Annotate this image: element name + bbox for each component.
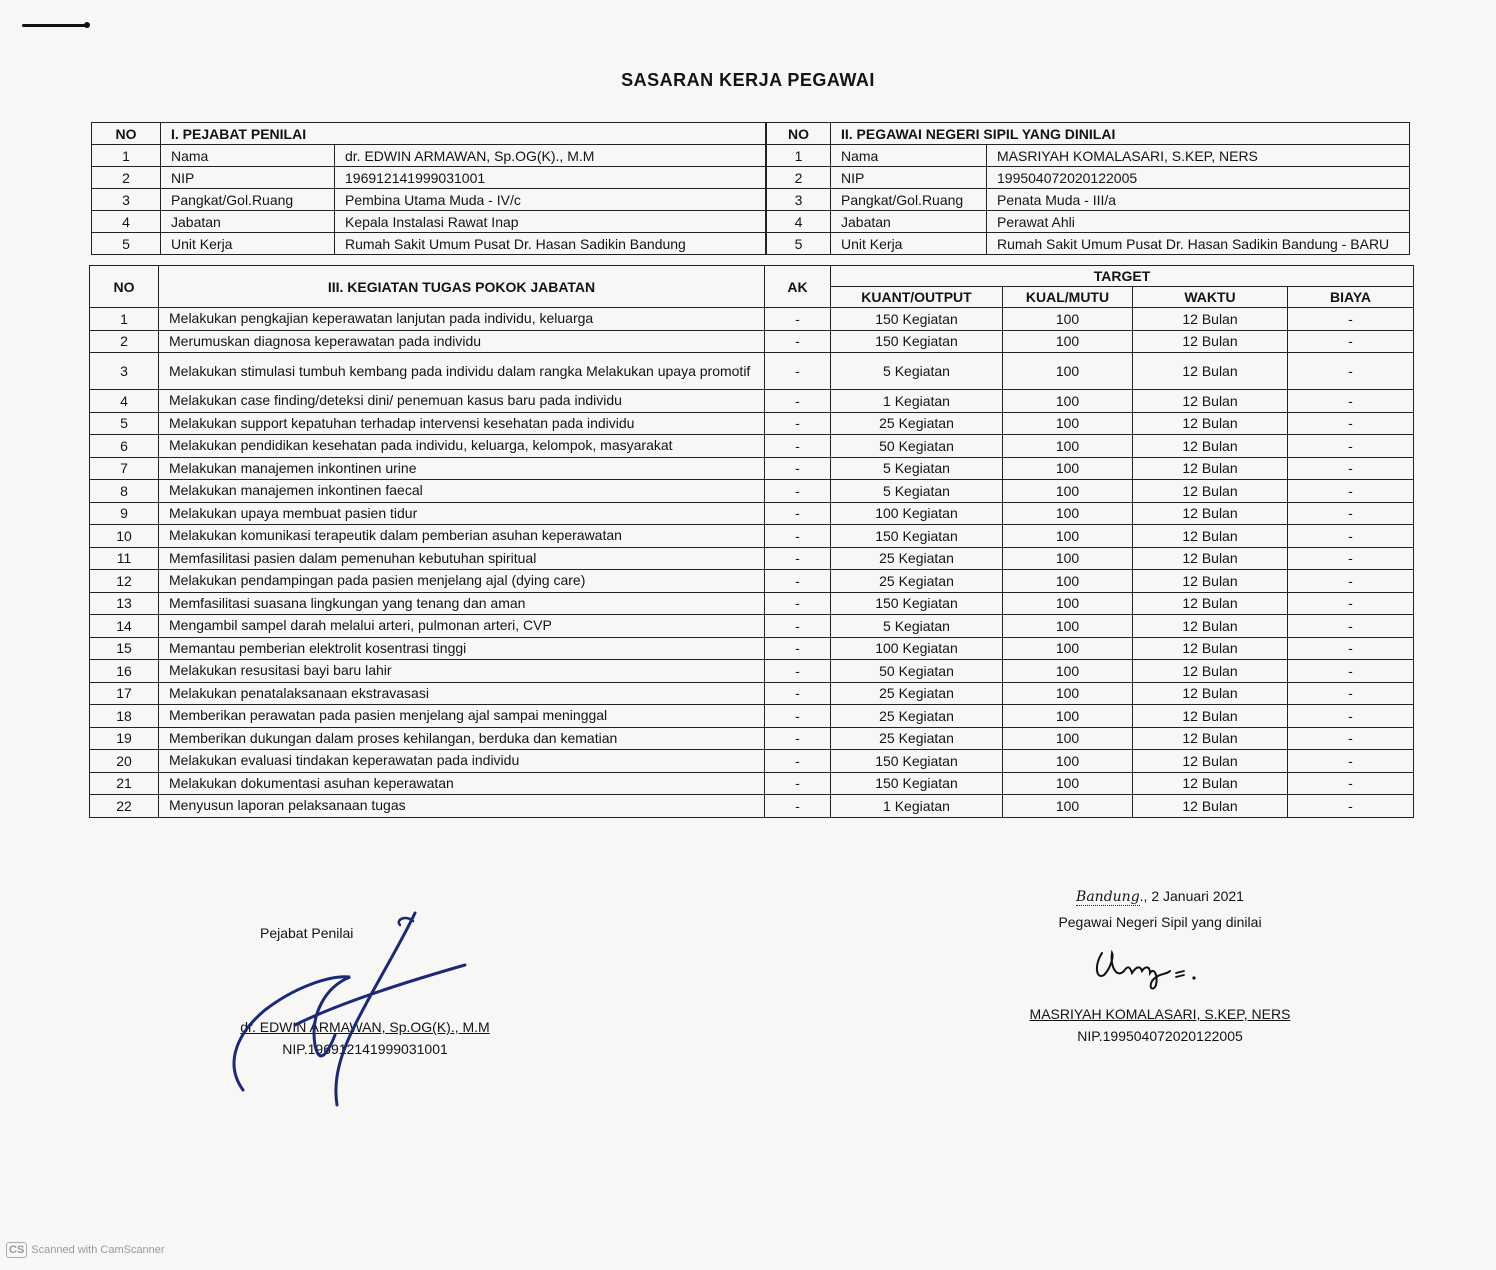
row-ak: - — [765, 308, 831, 331]
table-row — [90, 435, 1414, 458]
row-waktu: 12 Bulan — [1133, 660, 1288, 683]
row-ak: - — [765, 615, 831, 638]
row-kegiatan: Melakukan stimulasi tumbuh kembang pada individu dalam rangka Melakukan upaya promotif — [159, 353, 765, 390]
row-no: 4 — [90, 390, 159, 413]
row-ak: - — [765, 705, 831, 728]
row-no: 10 — [90, 525, 159, 548]
row-label: NIP — [831, 167, 987, 189]
row-kegiatan: Melakukan pendampingan pada pasien menjelang ajal (dying care) — [159, 570, 765, 593]
row-waktu: 12 Bulan — [1133, 412, 1288, 435]
table-row — [90, 705, 1414, 728]
row-biaya: - — [1288, 480, 1414, 503]
table-row — [90, 502, 1414, 525]
row-no: 19 — [90, 727, 159, 750]
table-row — [90, 660, 1414, 683]
row-kual: 100 — [1003, 308, 1133, 331]
row-kuant: 100 Kegiatan — [831, 637, 1003, 660]
row-waktu: 12 Bulan — [1133, 480, 1288, 503]
row-waktu: 12 Bulan — [1133, 457, 1288, 480]
row-biaya: - — [1288, 750, 1414, 773]
row-kuant: 25 Kegiatan — [831, 682, 1003, 705]
table-row — [90, 330, 1414, 353]
document-title: SASARAN KERJA PEGAWAI — [621, 70, 875, 90]
row-waktu: 12 Bulan — [1133, 637, 1288, 660]
table-row — [90, 615, 1414, 638]
row-ak: - — [765, 412, 831, 435]
row-ak: - — [765, 547, 831, 570]
row-biaya: - — [1288, 637, 1414, 660]
row-value: MASRIYAH KOMALASARI, S.KEP, NERS — [987, 145, 1410, 167]
row-label: Pangkat/Gol.Ruang — [161, 189, 335, 211]
row-no: 3 — [90, 353, 159, 390]
row-no: 16 — [90, 660, 159, 683]
row-ak: - — [765, 682, 831, 705]
row-biaya: - — [1288, 592, 1414, 615]
row-kuant: 5 Kegiatan — [831, 353, 1003, 390]
row-kuant: 25 Kegiatan — [831, 412, 1003, 435]
table-row — [90, 308, 1414, 331]
table-row — [90, 457, 1414, 480]
row-biaya: - — [1288, 390, 1414, 413]
row-waktu: 12 Bulan — [1133, 525, 1288, 548]
row-no: 11 — [90, 547, 159, 570]
row-value: Penata Muda - III/a — [987, 189, 1410, 211]
row-kegiatan: Memberikan perawatan pada pasien menjelang ajal sampai meninggal — [159, 705, 765, 728]
row-ak: - — [765, 592, 831, 615]
section-title: II. PEGAWAI NEGERI SIPIL YANG DINILAI — [831, 123, 1410, 145]
row-ak: - — [765, 772, 831, 795]
row-ak: - — [765, 727, 831, 750]
row-kuant: 150 Kegiatan — [831, 772, 1003, 795]
row-ak: - — [765, 330, 831, 353]
row-kual: 100 — [1003, 353, 1133, 390]
row-waktu: 12 Bulan — [1133, 570, 1288, 593]
row-waktu: 12 Bulan — [1133, 435, 1288, 458]
row-label: Jabatan — [831, 211, 987, 233]
row-kegiatan: Melakukan evaluasi tindakan keperawatan pada individu — [159, 750, 765, 773]
camscanner-text: Scanned with CamScanner — [31, 1244, 165, 1256]
row-kual: 100 — [1003, 592, 1133, 615]
row-kual: 100 — [1003, 772, 1133, 795]
table-row — [767, 167, 1410, 189]
row-value: Rumah Sakit Umum Pusat Dr. Hasan Sadikin Bandung - BARU — [987, 233, 1410, 255]
row-waktu: 12 Bulan — [1133, 682, 1288, 705]
camscanner-watermark — [6, 1242, 165, 1258]
table-row — [90, 750, 1414, 773]
row-biaya: - — [1288, 525, 1414, 548]
row-kuant: 100 Kegiatan — [831, 502, 1003, 525]
row-waktu: 12 Bulan — [1133, 772, 1288, 795]
row-biaya: - — [1288, 435, 1414, 458]
row-biaya: - — [1288, 772, 1414, 795]
pegawai-handwritten-signature — [1090, 945, 1210, 995]
row-kegiatan: Melakukan pendidikan kesehatan pada individu, keluarga, kelompok, masyarakat — [159, 435, 765, 458]
row-waktu: 12 Bulan — [1133, 353, 1288, 390]
row-biaya: - — [1288, 330, 1414, 353]
target-header: TARGET — [831, 266, 1414, 287]
row-no: 2 — [92, 167, 161, 189]
row-kuant: 150 Kegiatan — [831, 308, 1003, 331]
row-kuant: 150 Kegiatan — [831, 750, 1003, 773]
row-no: 5 — [92, 233, 161, 255]
row-no: 3 — [92, 189, 161, 211]
row-biaya: - — [1288, 412, 1414, 435]
row-ak: - — [765, 525, 831, 548]
row-no: 13 — [90, 592, 159, 615]
row-ak: - — [765, 795, 831, 818]
table-row — [90, 547, 1414, 570]
row-waktu: 12 Bulan — [1133, 390, 1288, 413]
row-kegiatan: Merumuskan diagnosa keperawatan pada individu — [159, 330, 765, 353]
signature-date: ., 2 Januari 2021 — [1139, 888, 1244, 904]
row-waktu: 12 Bulan — [1133, 330, 1288, 353]
row-kegiatan: Melakukan penatalaksanaan ekstravasasi — [159, 682, 765, 705]
row-kual: 100 — [1003, 570, 1133, 593]
table-row — [90, 682, 1414, 705]
row-no: 5 — [767, 233, 831, 255]
row-ak: - — [765, 570, 831, 593]
row-no: 22 — [90, 795, 159, 818]
row-kegiatan: Memberikan dukungan dalam proses kehilangan, berduka dan kematian — [159, 727, 765, 750]
row-kual: 100 — [1003, 502, 1133, 525]
table-row — [90, 353, 1414, 390]
row-no: 12 — [90, 570, 159, 593]
signature-nip: NIP.196912141999031001 — [282, 1041, 448, 1057]
row-value: Pembina Utama Muda - IV/c — [335, 189, 766, 211]
kual-header: KUAL/MUTU — [1003, 287, 1133, 308]
table-row — [92, 167, 766, 189]
row-no: 15 — [90, 637, 159, 660]
row-no: 2 — [767, 167, 831, 189]
row-biaya: - — [1288, 682, 1414, 705]
row-kual: 100 — [1003, 682, 1133, 705]
section-title: I. PEJABAT PENILAI — [161, 123, 766, 145]
row-label: Nama — [161, 145, 335, 167]
kegiatan-table — [89, 265, 1414, 818]
table-header-row — [90, 266, 1414, 287]
row-waktu: 12 Bulan — [1133, 615, 1288, 638]
table-row — [90, 772, 1414, 795]
row-label: NIP — [161, 167, 335, 189]
signature-name: MASRIYAH KOMALASARI, S.KEP, NERS — [1029, 1006, 1291, 1022]
row-biaya: - — [1288, 570, 1414, 593]
table-row — [90, 592, 1414, 615]
table-row — [92, 189, 766, 211]
row-no: 18 — [90, 705, 159, 728]
row-no: 17 — [90, 682, 159, 705]
row-waktu: 12 Bulan — [1133, 547, 1288, 570]
table-row — [90, 570, 1414, 593]
table-row — [90, 525, 1414, 548]
row-kegiatan: Melakukan support kepatuhan terhadap intervensi kesehatan pada individu — [159, 412, 765, 435]
row-ak: - — [765, 435, 831, 458]
row-ak: - — [765, 637, 831, 660]
row-no: 8 — [90, 480, 159, 503]
row-value: Kepala Instalasi Rawat Inap — [335, 211, 766, 233]
row-kegiatan: Melakukan manajemen inkontinen faecal — [159, 480, 765, 503]
row-ak: - — [765, 353, 831, 390]
row-no: 1 — [90, 308, 159, 331]
row-kegiatan: Mengambil sampel darah melalui arteri, pulmonan arteri, CVP — [159, 615, 765, 638]
row-no: 20 — [90, 750, 159, 773]
row-kegiatan: Memfasilitasi suasana lingkungan yang tenang dan aman — [159, 592, 765, 615]
row-no: 7 — [90, 457, 159, 480]
row-kegiatan: Melakukan case finding/deteksi dini/ penemuan kasus baru pada individu — [159, 390, 765, 413]
signature-nip: NIP.199504072020122005 — [1077, 1028, 1243, 1044]
row-biaya: - — [1288, 727, 1414, 750]
pegawai-dinilai-table — [766, 122, 1410, 255]
corner-mark — [22, 24, 88, 27]
table-row — [90, 412, 1414, 435]
row-kegiatan: Melakukan komunikasi terapeutik dalam pemberian asuhan keperawatan — [159, 525, 765, 548]
row-waktu: 12 Bulan — [1133, 705, 1288, 728]
row-ak: - — [765, 502, 831, 525]
table-header-row — [767, 123, 1410, 145]
row-biaya: - — [1288, 502, 1414, 525]
row-kual: 100 — [1003, 727, 1133, 750]
row-kuant: 25 Kegiatan — [831, 570, 1003, 593]
table-row — [767, 211, 1410, 233]
row-kuant: 25 Kegiatan — [831, 705, 1003, 728]
row-no: 2 — [90, 330, 159, 353]
row-kuant: 25 Kegiatan — [831, 727, 1003, 750]
row-kuant: 25 Kegiatan — [831, 547, 1003, 570]
no-header: NO — [92, 123, 161, 145]
row-kegiatan: Melakukan manajemen inkontinen urine — [159, 457, 765, 480]
table-header-row — [92, 123, 766, 145]
row-kuant: 1 Kegiatan — [831, 390, 1003, 413]
row-biaya: - — [1288, 615, 1414, 638]
kuant-header: KUANT/OUTPUT — [831, 287, 1003, 308]
row-kual: 100 — [1003, 795, 1133, 818]
camscanner-icon: CS — [6, 1242, 27, 1258]
row-kual: 100 — [1003, 412, 1133, 435]
row-no: 4 — [767, 211, 831, 233]
row-biaya: - — [1288, 547, 1414, 570]
row-biaya: - — [1288, 457, 1414, 480]
row-label: Pangkat/Gol.Ruang — [831, 189, 987, 211]
table-row — [92, 145, 766, 167]
row-kual: 100 — [1003, 637, 1133, 660]
signature-name: dr. EDWIN ARMAWAN, Sp.OG(K)., M.M — [240, 1019, 490, 1035]
row-waktu: 12 Bulan — [1133, 308, 1288, 331]
row-kuant: 150 Kegiatan — [831, 330, 1003, 353]
ak-header: AK — [765, 266, 831, 308]
row-ak: - — [765, 480, 831, 503]
row-biaya: - — [1288, 705, 1414, 728]
table-row — [767, 233, 1410, 255]
row-value: dr. EDWIN ARMAWAN, Sp.OG(K)., M.M — [335, 145, 766, 167]
row-kuant: 150 Kegiatan — [831, 592, 1003, 615]
row-biaya: - — [1288, 660, 1414, 683]
row-no: 5 — [90, 412, 159, 435]
table-row — [767, 189, 1410, 211]
row-ak: - — [765, 457, 831, 480]
row-ak: - — [765, 390, 831, 413]
row-kual: 100 — [1003, 615, 1133, 638]
table-row — [90, 480, 1414, 503]
signature-date-line — [1010, 888, 1310, 906]
no-header: NO — [767, 123, 831, 145]
row-kegiatan: Memfasilitasi pasien dalam pemenuhan kebutuhan spiritual — [159, 547, 765, 570]
row-waktu: 12 Bulan — [1133, 592, 1288, 615]
signature-place: Bandung — [1076, 889, 1140, 905]
table-row — [92, 211, 766, 233]
row-no: 1 — [767, 145, 831, 167]
biaya-header: BIAYA — [1288, 287, 1414, 308]
row-kuant: 1 Kegiatan — [831, 795, 1003, 818]
row-label: Unit Kerja — [161, 233, 335, 255]
row-kegiatan: Memantau pemberian elektrolit kosentrasi tinggi — [159, 637, 765, 660]
row-kual: 100 — [1003, 705, 1133, 728]
row-value: 199504072020122005 — [987, 167, 1410, 189]
row-waktu: 12 Bulan — [1133, 795, 1288, 818]
row-label: Jabatan — [161, 211, 335, 233]
no-header: NO — [90, 266, 159, 308]
row-kual: 100 — [1003, 480, 1133, 503]
row-no: 6 — [90, 435, 159, 458]
row-waktu: 12 Bulan — [1133, 727, 1288, 750]
row-kual: 100 — [1003, 330, 1133, 353]
pejabat-penilai-handwritten-signature — [215, 905, 475, 1115]
table-row — [90, 727, 1414, 750]
row-kuant: 150 Kegiatan — [831, 525, 1003, 548]
row-kegiatan: Melakukan upaya membuat pasien tidur — [159, 502, 765, 525]
table-row — [767, 145, 1410, 167]
row-kuant: 5 Kegiatan — [831, 615, 1003, 638]
row-kuant: 50 Kegiatan — [831, 660, 1003, 683]
row-kual: 100 — [1003, 457, 1133, 480]
row-kuant: 5 Kegiatan — [831, 457, 1003, 480]
row-no: 9 — [90, 502, 159, 525]
row-kual: 100 — [1003, 525, 1133, 548]
table-row — [90, 795, 1414, 818]
row-kual: 100 — [1003, 660, 1133, 683]
row-kuant: 5 Kegiatan — [831, 480, 1003, 503]
table-row — [90, 390, 1414, 413]
row-kual: 100 — [1003, 435, 1133, 458]
row-ak: - — [765, 750, 831, 773]
row-value: Perawat Ahli — [987, 211, 1410, 233]
row-no: 1 — [92, 145, 161, 167]
row-kuant: 50 Kegiatan — [831, 435, 1003, 458]
row-kegiatan: Melakukan pengkajian keperawatan lanjutan pada individu, keluarga — [159, 308, 765, 331]
signature-role: Pegawai Negeri Sipil yang dinilai — [1058, 914, 1262, 930]
row-value: 196912141999031001 — [335, 167, 766, 189]
row-biaya: - — [1288, 308, 1414, 331]
row-no: 14 — [90, 615, 159, 638]
row-kual: 100 — [1003, 390, 1133, 413]
row-no: 21 — [90, 772, 159, 795]
pejabat-penilai-table — [91, 122, 766, 255]
row-no: 4 — [92, 211, 161, 233]
row-kual: 100 — [1003, 750, 1133, 773]
row-waktu: 12 Bulan — [1133, 502, 1288, 525]
row-label: Unit Kerja — [831, 233, 987, 255]
row-kual: 100 — [1003, 547, 1133, 570]
row-label: Nama — [831, 145, 987, 167]
row-kegiatan: Menyusun laporan pelaksanaan tugas — [159, 795, 765, 818]
table-row — [90, 637, 1414, 660]
table-row — [92, 233, 766, 255]
row-waktu: 12 Bulan — [1133, 750, 1288, 773]
row-biaya: - — [1288, 353, 1414, 390]
row-kegiatan: Melakukan resusitasi bayi baru lahir — [159, 660, 765, 683]
signature-role: Pejabat Penilai — [260, 925, 354, 941]
row-no: 3 — [767, 189, 831, 211]
kegiatan-header: III. KEGIATAN TUGAS POKOK JABATAN — [159, 266, 765, 308]
waktu-header: WAKTU — [1133, 287, 1288, 308]
row-kegiatan: Melakukan dokumentasi asuhan keperawatan — [159, 772, 765, 795]
row-ak: - — [765, 660, 831, 683]
row-biaya: - — [1288, 795, 1414, 818]
row-value: Rumah Sakit Umum Pusat Dr. Hasan Sadikin Bandung — [335, 233, 766, 255]
